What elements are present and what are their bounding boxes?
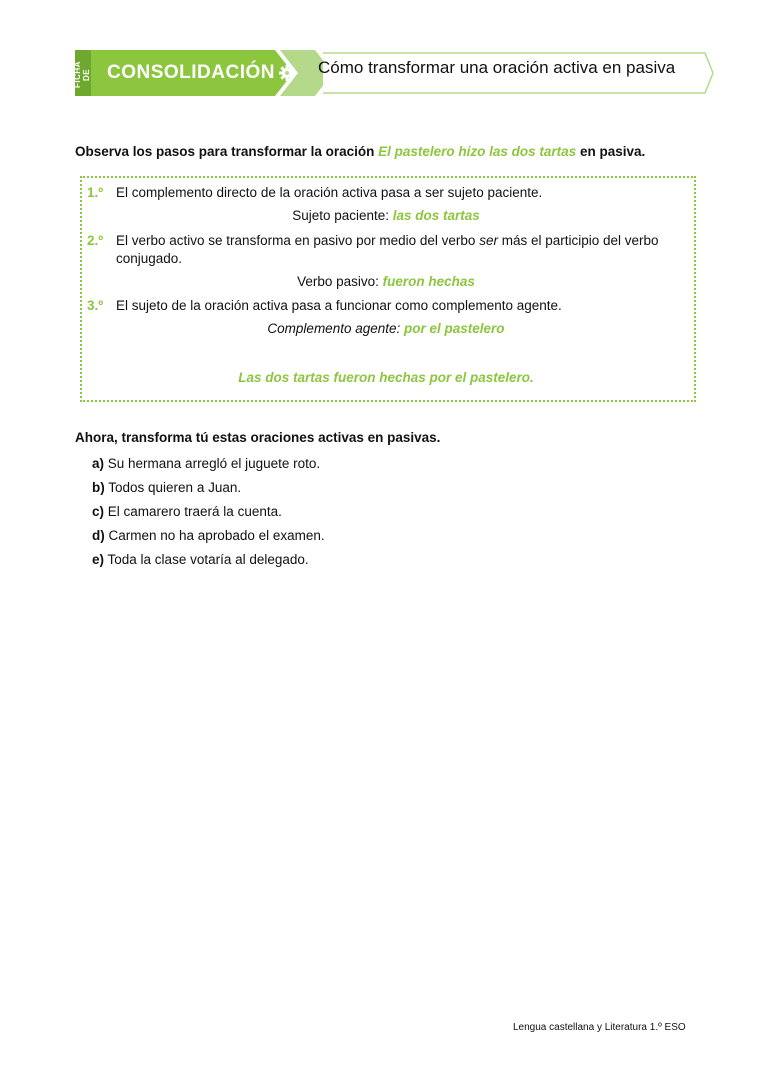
step-3-text: El sujeto de la oración activa pasa a funcionar como complemento agente.	[116, 298, 562, 313]
step-3-result-value: por el pastelero	[404, 321, 505, 336]
step-1-number: 1.º	[87, 185, 104, 200]
exercise-item: e) Toda la clase votaría al delegado.	[92, 552, 309, 567]
step-1-result-label: Sujeto paciente:	[292, 208, 393, 223]
step-1-text: El complemento directo de la oración activa pasa a ser sujeto paciente.	[116, 185, 543, 200]
step-3-result	[80, 321, 692, 336]
exercise-item: c) El camarero traerá la cuenta.	[92, 504, 282, 519]
step-1-result-value: las dos tartas	[392, 208, 480, 223]
step-1-result	[80, 208, 692, 223]
exercise-instruction: Ahora, transforma tú estas oraciones activas en pasivas.	[75, 430, 441, 445]
step-3-result-label: Complemento agente:	[267, 321, 405, 336]
page-footer: Lengua castellana y Literatura 1.º ESO	[513, 1022, 686, 1033]
step-2-text: El verbo activo se transforma en pasivo por medio del verbo ser más el participio del verbo conjugado.	[116, 233, 659, 266]
intro-after: en pasiva.	[576, 144, 646, 159]
exercise-item: b) Todos quieren a Juan.	[92, 480, 242, 495]
section-label: CONSOLIDACIÓN	[107, 62, 275, 83]
step-2-result-value: fueron hechas	[382, 274, 475, 289]
intro-example: El pastelero hizo las dos tartas	[378, 144, 577, 159]
page-title: Cómo transformar una oración activa en pasiva	[318, 58, 676, 77]
intro-before: Observa los pasos para transformar la oración	[75, 144, 379, 159]
exercise-item: a) Su hermana arregló el juguete roto.	[92, 456, 321, 471]
final-sentence: Las dos tartas fueron hechas por el pastelero.	[238, 370, 534, 385]
step-3-number: 3.º	[87, 298, 104, 313]
intro-text	[75, 144, 645, 159]
gear-icon	[277, 63, 297, 83]
exercise-item: d) Carmen no ha aprobado el examen.	[92, 528, 325, 543]
step-2-result	[80, 274, 692, 289]
ficha-label: FICHA DE	[73, 61, 91, 89]
step-2-number: 2.º	[87, 233, 104, 248]
step-2-result-label: Verbo pasivo:	[297, 274, 383, 289]
